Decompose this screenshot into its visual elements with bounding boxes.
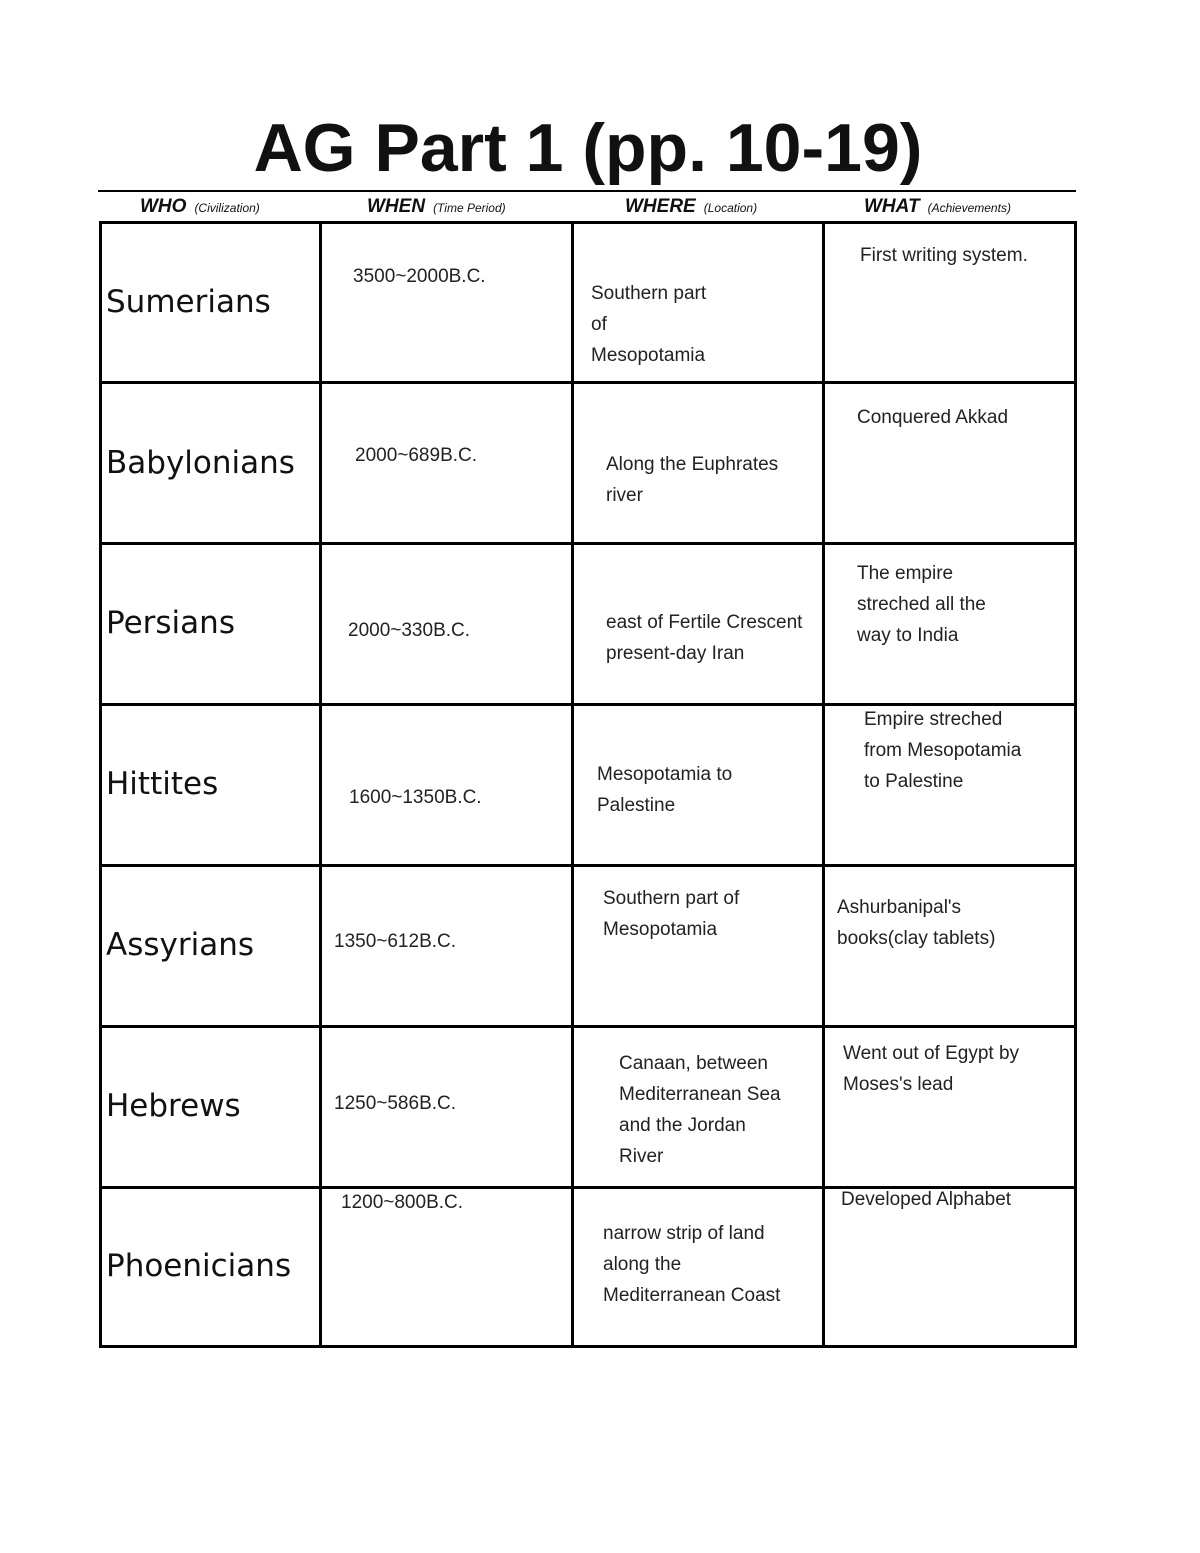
time-period: 1200~800B.C. [341, 1192, 464, 1213]
row-divider [99, 542, 1077, 545]
time-period: 2000~330B.C. [348, 620, 471, 641]
location: narrow strip of land along the Mediterranean Coast [603, 1223, 781, 1306]
column-headers [100, 196, 1076, 222]
header-when [367, 196, 506, 218]
table-border-top [99, 221, 1077, 224]
table-border-left [99, 221, 102, 1348]
achievement: Developed Alphabet [841, 1189, 1012, 1210]
title-underline [98, 190, 1076, 192]
achievement: Conquered Akkad [857, 407, 1009, 428]
header-where [625, 196, 757, 218]
civilization-name: Hittites [106, 766, 219, 802]
row-divider [99, 381, 1077, 384]
location: Southern part of Mesopotamia [591, 283, 707, 366]
civilization-name: Phoenicians [106, 1248, 292, 1284]
header-who-label: WHO [140, 196, 187, 217]
header-what [864, 196, 1011, 218]
civilization-name: Sumerians [106, 284, 271, 320]
header-who-sub: (Civilization) [194, 201, 260, 215]
time-period: 2000~689B.C. [355, 445, 478, 466]
column-divider [822, 221, 825, 1348]
time-period: 1600~1350B.C. [349, 787, 482, 808]
column-divider [319, 221, 322, 1348]
header-what-label: WHAT [864, 196, 920, 217]
page-title: AG Part 1 (pp. 10-19) [253, 110, 923, 186]
row-divider [99, 864, 1077, 867]
civilization-name: Babylonians [106, 445, 295, 481]
header-who [140, 196, 260, 218]
achievement: The empire streched all the way to India [857, 563, 986, 646]
header-when-sub: (Time Period) [433, 201, 506, 215]
column-divider [571, 221, 574, 1348]
civilization-name: Persians [106, 605, 235, 641]
time-period: 1350~612B.C. [334, 931, 457, 952]
achievement: Ashurbanipal's books(clay tablets) [837, 897, 996, 949]
location: Canaan, between Mediterranean Sea and the Jordan River [619, 1053, 781, 1167]
civilization-name: Assyrians [106, 927, 255, 963]
location: east of Fertile Crescent present-day Iran [606, 612, 803, 664]
header-what-sub: (Achievements) [927, 201, 1011, 215]
row-divider [99, 1025, 1077, 1028]
civilization-name: Hebrews [106, 1088, 241, 1124]
header-when-label: WHEN [367, 196, 426, 217]
achievement: Went out of Egypt by Moses's lead [843, 1043, 1020, 1095]
civilizations-table [99, 221, 1077, 1348]
achievement: Empire streched from Mesopotamia to Palestine [864, 709, 1022, 792]
time-period: 3500~2000B.C. [353, 266, 486, 287]
table-border-right [1074, 221, 1077, 1348]
achievement: First writing system. [860, 245, 1028, 266]
header-where-sub: (Location) [703, 201, 758, 215]
location: Mesopotamia to Palestine [597, 764, 733, 816]
time-period: 1250~586B.C. [334, 1093, 457, 1114]
location: Southern part of Mesopotamia [603, 888, 740, 940]
table-border-bottom [99, 1345, 1077, 1348]
header-where-label: WHERE [625, 196, 696, 217]
location: Along the Euphrates river [606, 454, 779, 506]
